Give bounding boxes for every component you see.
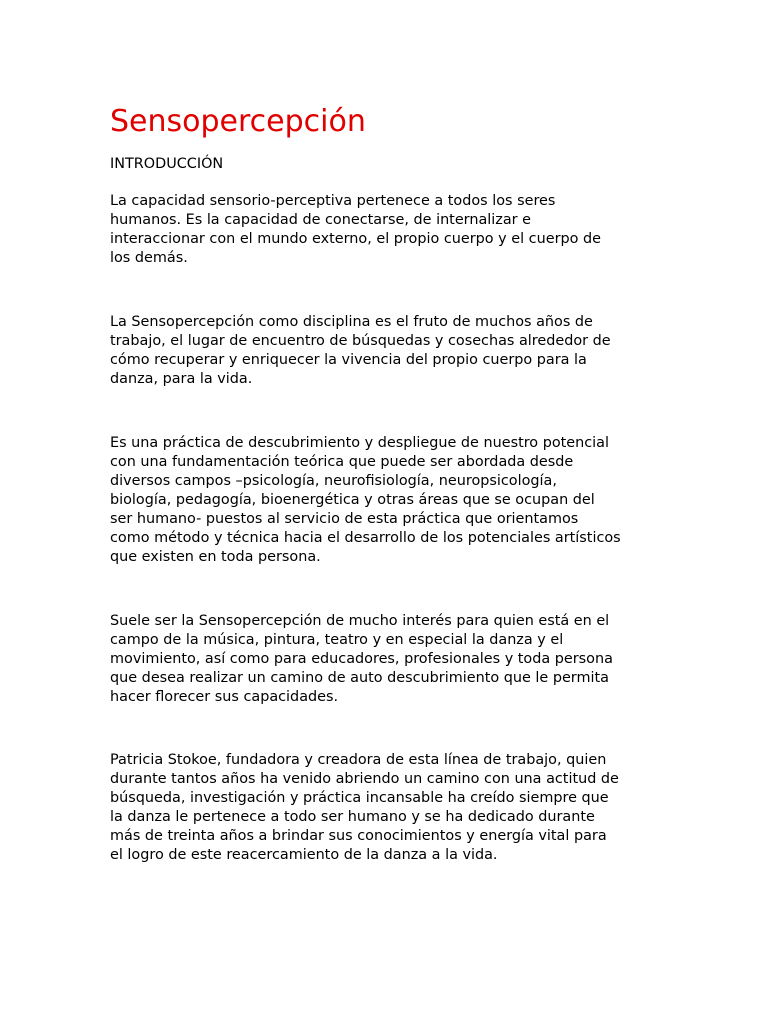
paragraph-line: biología, pedagogía, bioenergética y otras áreas que se ocupan del [110,492,595,508]
paragraph-2 [110,313,670,389]
paragraph-line: danza, para la vida. [110,371,253,387]
document-title: Sensopercepción [110,104,366,139]
paragraph-line: humanos. Es la capacidad de conectarse, de internalizar e [110,212,531,228]
paragraph-line: durante tantos años ha venido abriendo un camino con una actitud de [110,771,619,787]
paragraph-line: La capacidad sensorio-perceptiva pertenece a todos los seres [110,193,556,209]
paragraph-line: movimiento, así como para educadores, profesionales y toda persona [110,651,613,667]
paragraph-line: como método y técnica hacia el desarrollo de los potenciales artísticos [110,530,621,546]
paragraph-line: Suele ser la Sensopercepción de mucho interés para quien está en el [110,613,610,629]
paragraph-line: la danza le pertenece a todo ser humano y se ha dedicado durante [110,809,595,825]
paragraph-4 [110,612,670,707]
paragraph-line: ser humano- puestos al servicio de esta práctica que orientamos [110,511,579,527]
paragraph-line: Es una práctica de descubrimiento y despliegue de nuestro potencial [110,435,609,451]
paragraph-1 [110,192,670,268]
paragraph-5 [110,751,670,865]
paragraph-line: diversos campos –psicología, neurofisiología, neuropsicología, [110,473,557,489]
paragraph-line: cómo recuperar y enriquecer la vivencia del propio cuerpo para la [110,352,587,368]
paragraph-line: con una fundamentación teórica que puede ser abordada desde [110,454,574,470]
paragraph-line: más de treinta años a brindar sus conocimientos y energía vital para [110,828,607,844]
paragraph-line: Patricia Stokoe, fundadora y creadora de esta línea de trabajo, quien [110,752,607,768]
paragraph-line: que desea realizar un camino de auto descubrimiento que le permita [110,670,609,686]
paragraph-line: La Sensopercepción como disciplina es el fruto de muchos años de [110,314,593,330]
section-heading: INTRODUCCIÓN [110,156,224,172]
paragraph-line: interaccionar con el mundo externo, el propio cuerpo y el cuerpo de [110,231,601,247]
paragraph-3 [110,434,670,567]
paragraph-line: búsqueda, investigación y práctica incansable ha creído siempre que [110,790,609,806]
paragraph-line: los demás. [110,250,188,266]
paragraph-line: trabajo, el lugar de encuentro de búsquedas y cosechas alrededor de [110,333,611,349]
paragraph-line: el logro de este reacercamiento de la danza a la vida. [110,847,498,863]
paragraph-line: campo de la música, pintura, teatro y en especial la danza y el [110,632,564,648]
paragraph-line: hacer florecer sus capacidades. [110,689,339,705]
paragraph-line: que existen en toda persona. [110,549,321,565]
